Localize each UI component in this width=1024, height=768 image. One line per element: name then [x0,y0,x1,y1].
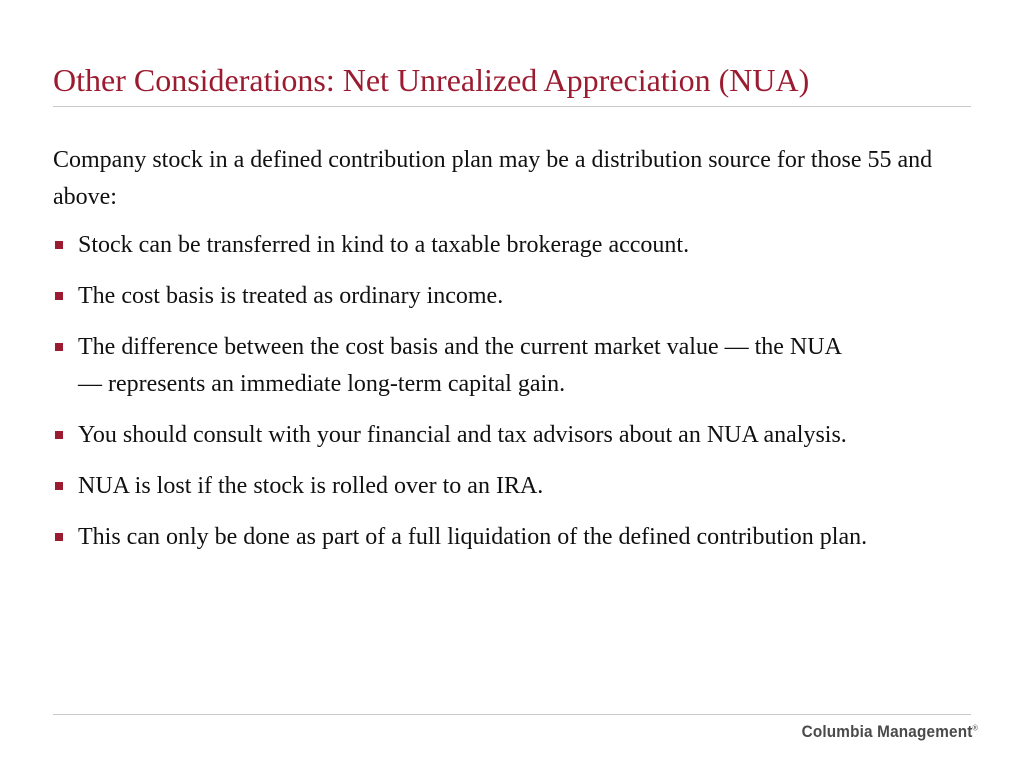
square-bullet-icon [55,431,63,439]
intro-text: Company stock in a defined contribution plan may be a distribution source for those 55 and above: [53,147,933,210]
bullet-text: The cost basis is treated as ordinary income. [78,283,504,309]
square-bullet-icon [55,241,63,249]
square-bullet-icon [55,482,63,490]
bullet-list [53,227,953,556]
slide-title: Other Considerations: Net Unrealized Appreciation (NUA) [53,62,810,98]
bullet-text: NUA is lost if the stock is rolled over to an IRA. [78,473,544,499]
slide-body [53,142,953,570]
columbia-management-logo [802,722,978,742]
bullet-text: The difference between the cost basis and the current market value — the NUA — represents an immediate long-term capital gain. [78,334,841,397]
bullet-item [53,417,888,454]
square-bullet-icon [55,292,63,300]
logo-text: Columbia Management [801,722,973,741]
square-bullet-icon [55,533,63,541]
square-bullet-icon [55,343,63,351]
bullet-item [53,278,953,315]
bullet-text: You should consult with your financial and tax advisors about an NUA analysis. [78,422,847,448]
title-divider [53,106,971,107]
bullet-text: This can only be done as part of a full liquidation of the defined contribution plan. [78,524,868,550]
bullet-item [53,519,918,556]
bullet-item [53,329,868,403]
bullet-item [53,227,953,264]
bullet-text: Stock can be transferred in kind to a taxable brokerage account. [78,232,690,258]
bullet-item [53,468,953,505]
footer-divider [53,714,971,715]
registered-mark: ® [972,723,978,733]
